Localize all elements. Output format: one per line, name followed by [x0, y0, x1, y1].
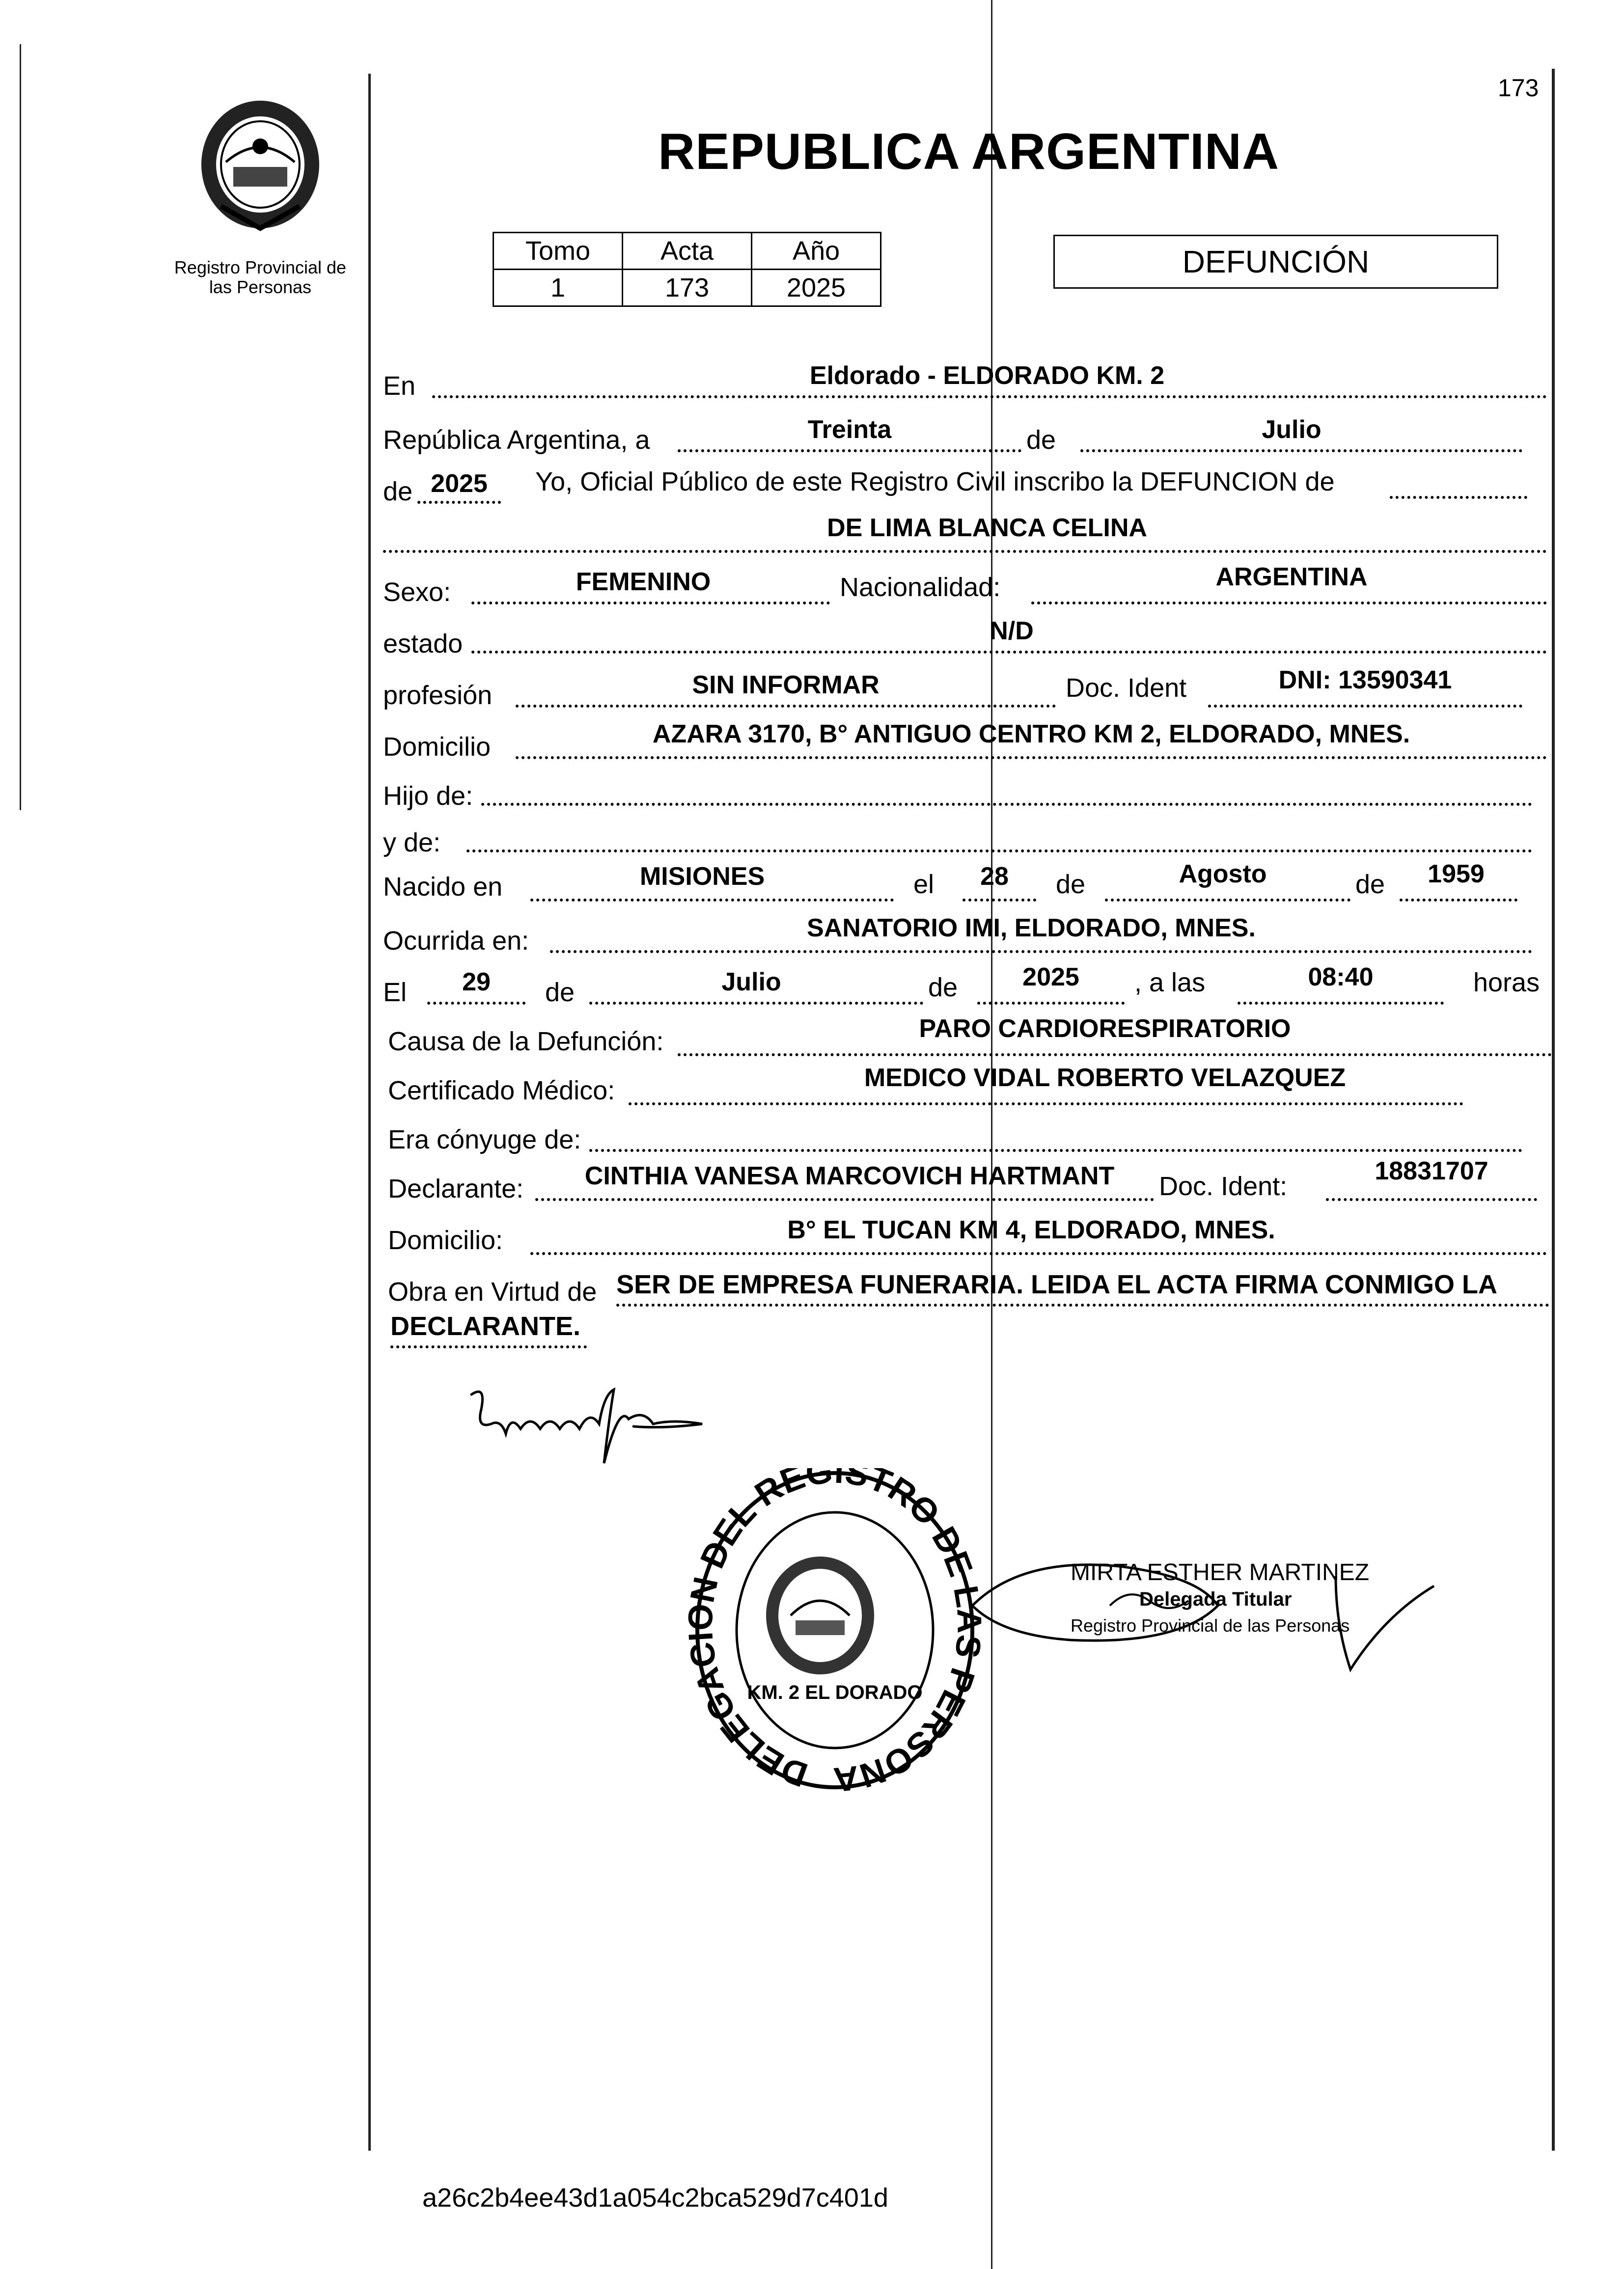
- value-nac-mes: Agosto: [1179, 860, 1267, 888]
- value-anio: 2025: [431, 469, 488, 498]
- provincial-seal: [192, 88, 329, 236]
- dots-nacido-en: [530, 899, 894, 902]
- value-nacido-en: MISIONES: [639, 862, 765, 891]
- official-stamp: [688, 1468, 982, 1812]
- dots-dia: [678, 449, 1021, 452]
- label-obra: Obra en Virtud de: [388, 1277, 597, 1307]
- value-certificado: MEDICO VIDAL ROBERTO VELAZQUEZ: [864, 1064, 1346, 1092]
- label-de1: de: [1026, 425, 1056, 455]
- official-name: MIRTA ESTHER MARTINEZ: [1071, 1559, 1370, 1586]
- label-conyuge: Era cónyuge de:: [388, 1125, 581, 1154]
- dots-declarante-doc: [1326, 1198, 1537, 1201]
- scan-fold-line: [991, 0, 992, 2269]
- official-office: Registro Provincial de las Personas: [1071, 1615, 1350, 1636]
- value-def-mes: Julio: [721, 968, 781, 996]
- label-causa: Causa de la Defunción:: [388, 1027, 664, 1056]
- label-horas: horas: [1473, 968, 1540, 997]
- label-certificado: Certificado Médico:: [388, 1076, 615, 1105]
- dots-domicilio: [516, 756, 1547, 759]
- registry-caption: Registro Provincial de las Personas: [174, 257, 347, 297]
- label-nacido-en: Nacido en: [383, 872, 503, 902]
- dots-hijo-de: [481, 803, 1532, 806]
- value-def-dia: 29: [462, 968, 491, 996]
- label-domicilio2: Domicilio:: [388, 1226, 503, 1255]
- dots-nac-mes: [1105, 899, 1350, 902]
- dots-nac-dia: [963, 899, 1036, 902]
- document-type-box: DEFUNCIÓN: [1053, 235, 1498, 289]
- declarant-signature: [457, 1375, 712, 1473]
- page-title: REPUBLICA ARGENTINA: [658, 123, 1280, 180]
- label-de4: de: [1355, 870, 1385, 899]
- value-acta: 173: [623, 270, 752, 306]
- dots-nombre: [383, 550, 1547, 553]
- label-domicilio: Domicilio: [383, 732, 491, 762]
- label-de2: de: [383, 477, 413, 506]
- form-left-border: [368, 74, 371, 2151]
- dots-obra-line2: [390, 1345, 587, 1348]
- dots-domicilio2: [530, 1252, 1547, 1255]
- value-profesion: SIN INFORMAR: [692, 671, 880, 699]
- label-doc-ident2: Doc. Ident:: [1159, 1172, 1288, 1201]
- dots-declarante: [535, 1198, 1154, 1201]
- dots-obra-line1: [616, 1304, 1549, 1307]
- dots-causa: [678, 1053, 1552, 1056]
- value-estado: N/D: [990, 617, 1034, 645]
- value-ocurrida-en: SANATORIO IMI, ELDORADO, MNES.: [807, 914, 1256, 942]
- dots-conyuge: [589, 1149, 1522, 1152]
- dots-profesion: [516, 705, 1056, 708]
- label-de3: de: [1056, 870, 1086, 899]
- value-nacionalidad: ARGENTINA: [1215, 563, 1368, 591]
- value-lugar: Eldorado - ELDORADO KM. 2: [809, 361, 1165, 390]
- header-anio: Año: [752, 233, 881, 270]
- value-anio: 2025: [752, 270, 881, 306]
- form-right-border: [1552, 69, 1555, 2151]
- label-y-de: y de:: [383, 828, 441, 857]
- dots-estado: [471, 651, 1547, 654]
- value-dia-texto: Treinta: [807, 415, 892, 444]
- stamp-ring-text: DELEGA DEL REGISTRO DE PERSONA: [688, 1468, 982, 1800]
- value-def-anio: 2025: [1022, 963, 1079, 991]
- value-nac-dia: 28: [980, 862, 1009, 891]
- dots-nacionalidad: [1031, 601, 1547, 604]
- label-ocurrida-en: Ocurrida en:: [383, 926, 529, 956]
- dots-doc-ident: [1208, 705, 1522, 708]
- value-def-hora: 08:40: [1308, 963, 1374, 991]
- dots-def-dia: [427, 1002, 525, 1005]
- label-el2: El: [383, 978, 407, 1007]
- label-el1: el: [913, 870, 935, 899]
- label-sexo: Sexo:: [383, 577, 451, 607]
- label-hijo-de: Hijo de:: [383, 781, 473, 811]
- label-a-las: , a las: [1134, 968, 1206, 997]
- dots-ocurrida-en: [550, 950, 1532, 953]
- label-doc-ident: Doc. Ident: [1066, 673, 1187, 703]
- label-republica: República Argentina, a: [383, 425, 650, 455]
- label-declarante: Declarante:: [388, 1174, 524, 1203]
- header-tomo: Tomo: [494, 233, 623, 270]
- value-sexo: FEMENINO: [576, 568, 711, 596]
- left-margin-line: [20, 44, 21, 810]
- dots-y-de: [467, 849, 1532, 852]
- label-de5: de: [545, 978, 575, 1007]
- dots-mes: [1080, 449, 1522, 452]
- value-domicilio: AZARA 3170, B° ANTIGUO CENTRO KM 2, ELDORADO, MNES.: [652, 720, 1410, 748]
- record-table: [493, 232, 881, 307]
- dots-nac-anio: [1400, 899, 1517, 902]
- value-declarante: CINTHIA VANESA MARCOVICH HARTMANT: [584, 1162, 1115, 1190]
- value-obra-line2: DECLARANTE.: [390, 1312, 580, 1341]
- label-en: En: [383, 371, 416, 401]
- value-declarante-doc: 18831707: [1375, 1157, 1488, 1185]
- dots-anio: [417, 501, 501, 504]
- value-nombre: DE LIMA BLANCA CELINA: [827, 514, 1147, 542]
- dots-def-hora: [1238, 1002, 1444, 1005]
- label-profesion: profesión: [383, 681, 493, 710]
- dots-en: [432, 395, 1547, 398]
- document-hash: a26c2b4ee43d1a054c2bca529d7c401d: [422, 2183, 888, 2213]
- value-nac-anio: 1959: [1428, 860, 1485, 888]
- dots-oficial-end: [1390, 496, 1527, 499]
- value-doc-ident: DNI: 13590341: [1278, 666, 1452, 694]
- header-acta: Acta: [623, 233, 752, 270]
- dots-def-anio: [977, 1002, 1125, 1005]
- page-number: 173: [1498, 74, 1539, 102]
- label-oficial: Yo, Oficial Público de este Registro Civil inscribo la DEFUNCION de: [535, 467, 1335, 496]
- value-obra-line1: SER DE EMPRESA FUNERARIA. LEIDA EL ACTA FIRMA CONMIGO LA: [616, 1270, 1498, 1299]
- value-mes: Julio: [1262, 415, 1321, 444]
- value-declarante-domicilio: B° EL TUCAN KM 4, ELDORADO, MNES.: [787, 1216, 1275, 1244]
- value-causa: PARO CARDIORESPIRATORIO: [919, 1014, 1291, 1043]
- dots-certificado: [629, 1102, 1463, 1105]
- value-tomo: 1: [494, 270, 623, 306]
- official-role: Delegada Titular: [1139, 1588, 1292, 1610]
- label-de6: de: [928, 973, 958, 1002]
- label-nacionalidad: Nacionalidad:: [840, 573, 1001, 602]
- label-estado: estado: [383, 629, 463, 658]
- dots-sexo: [471, 601, 830, 604]
- stamp-inner-text: KM. 2 EL DORADO: [747, 1682, 923, 1703]
- dots-def-mes: [589, 1002, 923, 1005]
